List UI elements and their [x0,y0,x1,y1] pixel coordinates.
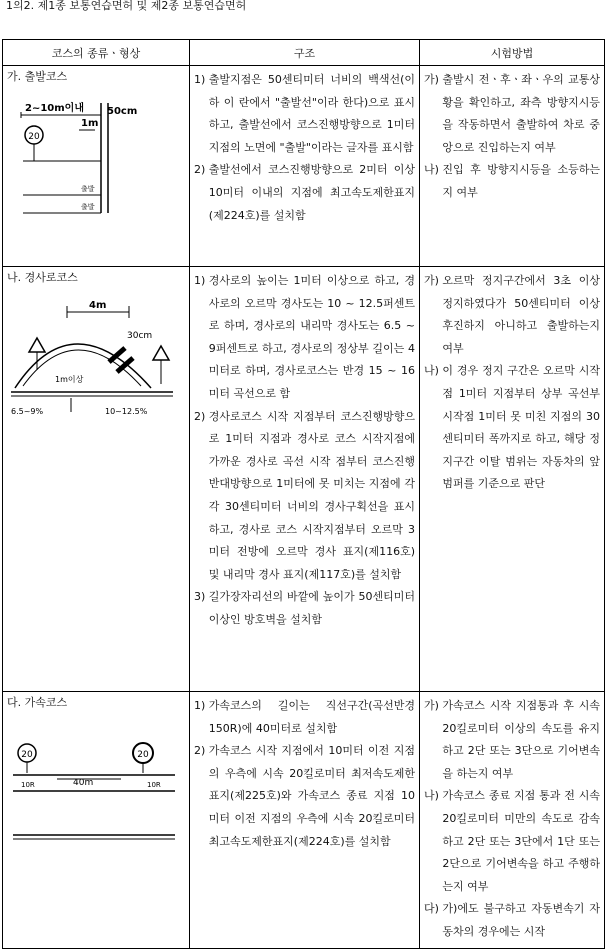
uphill-grade-label: 10~12.5% [105,407,148,416]
course-table [2,39,605,949]
course-label: 나. 경사로코스 [7,271,78,284]
sign-value: 20 [137,750,149,760]
min-height-label: 1m이상 [55,375,84,384]
course-label: 가. 출발코스 [7,70,68,83]
course-label: 다. 가속코스 [7,696,68,709]
height-label: 30cm [127,331,153,341]
width-label: 50cm [107,106,138,117]
structure-item: 1) 가속코스의 길이는 직선구간(곡선반경 150R)에 40미터로 설치함 [194,699,415,735]
uphill-sign-icon [29,338,45,370]
method-cell [420,267,605,692]
slope-course-diagram [3,290,188,430]
method-item: 나) 진입 후 방향지시등을 소등하는지 여부 [424,163,600,199]
structure-item: 1) 경사로의 높이는 1미터 이상으로 하고, 경사로의 오르막 경사도는 10 ~ 12.5퍼센트로 하며, 경사로의 내리막 경사도는 6.5 ~ 9퍼센트로 하고, 경사로의 정상부 길이는 4미터로 하며, 경사로코스는 반경 15 ~ 16미터 곡선으로 함 [194,274,415,400]
end-offset-label: 10R [147,781,161,789]
sign-value: 20 [28,132,40,142]
structure-cell [190,692,420,949]
document-title: 1의2. 제1종 보통연습면허 및 제2종 보통연습면허 [6,0,247,12]
top-length-label: 4m [89,300,107,311]
downhill-sign-icon [153,346,169,384]
start-course-diagram [3,89,188,219]
start-offset-label: 10R [21,781,35,789]
header-course-type: 코스의 종류ㆍ형상 [3,40,190,66]
road-marking-label: 출발 [81,185,95,193]
table-header-row [3,40,605,66]
structure-item: 2) 경사로코스 시작 지점부터 코스진행방향으로 1미터 지점과 경사로 코스 시작지점에 가까운 경사로 곡선 시작 점부터 코스진행반대방향으로 1미터에 못 미치는 지점에 각각 30센티미터 너비의 경사구획선을 표시하고, 경사로 코스 시작지점부터 오르막 3미터 전방에 오르막 경사 표지(제116호) 및 내리막 경사 표지(제117호)를 설치함 [194,409,415,581]
method-item: 다) 가)에도 불구하고 자동변속기 자동차의 경우에는 시작 [424,902,600,938]
method-item: 나) 가속코스 종료 지점 통과 전 시속 20킬로미터 미만의 속도로 감속하고 2단 또는 3단에서 1단 또는 2단으로 기어변속을 하고 주행하는지 여부 [424,789,600,893]
method-item: 가) 오르막 정지구간에서 3초 이상 정지하였다가 50센티미터 이상 후진하지 아니하고 출발하는지 여부 [424,274,600,355]
course-cell [3,267,190,692]
structure-cell [190,66,420,267]
method-item: 가) 가속코스 시작 지점통과 후 시속 20킬로미터 이상의 속도를 유지하고 2단 또는 3단으로 기어변속을 하는지 여부 [424,699,600,780]
downhill-grade-label: 6.5~9% [11,407,44,416]
header-structure: 구조 [190,40,420,66]
structure-item: 3) 길가장자리선의 바깥에 높이가 50센티미터 이상인 방호벽을 설치함 [194,590,415,626]
structure-item: 2) 가속코스 시작 지점에서 10미터 이전 지점의 우측에 시속 20킬로미터 최저속도제한표지(제225호)와 가속코스 종료 지점 10미터 이전 지점의 우측에 시속 20킬로미터 최고속도제한표지(제224호)를 설치함 [194,744,415,848]
method-item: 나) 이 경우 정지 구간은 오르막 시작점 1미터 지점부터 상부 곡선부 시작점 1미터 못 미친 지점의 30센티미터 폭까지로 하고, 해당 정지구간 이탈 범위는 자동차의 앞범퍼를 기준으로 판단 [424,364,600,491]
sign-value: 20 [21,750,33,760]
table-row [3,267,605,692]
table-row [3,692,605,949]
table-row [3,66,605,267]
method-cell [420,692,605,949]
structure-cell [190,267,420,692]
road-marking-label: 출발 [81,203,95,211]
header-test-method: 시험방법 [420,40,605,66]
distance-label: 2~10m이내 [25,103,84,114]
course-length-label: 40m [73,778,94,788]
acceleration-course-diagram [3,739,188,879]
method-item: 가) 출발시 전ㆍ후ㆍ좌ㆍ우의 교통상황을 확인하고, 좌측 방향지시등을 작동하면서 출발하여 차로 중앙으로 진입하는지 여부 [424,73,600,154]
method-cell [420,66,605,267]
offset-label: 1m [81,118,99,129]
structure-item: 1) 출발지점은 50센티미터 너비의 백색선(이하 이 란에서 "출발선"이라 한다)으로 표시하고, 출발선에서 코스진행방향으로 1미터 지점의 노면에 "출발"이라는 글자를 표시함 [194,73,415,154]
structure-item: 2) 출발선에서 코스진행방향으로 2미터 이상 10미터 이내의 지점에 최고속도제한표지(제224호)를 설치함 [194,163,415,222]
course-cell [3,692,190,949]
course-cell [3,66,190,267]
